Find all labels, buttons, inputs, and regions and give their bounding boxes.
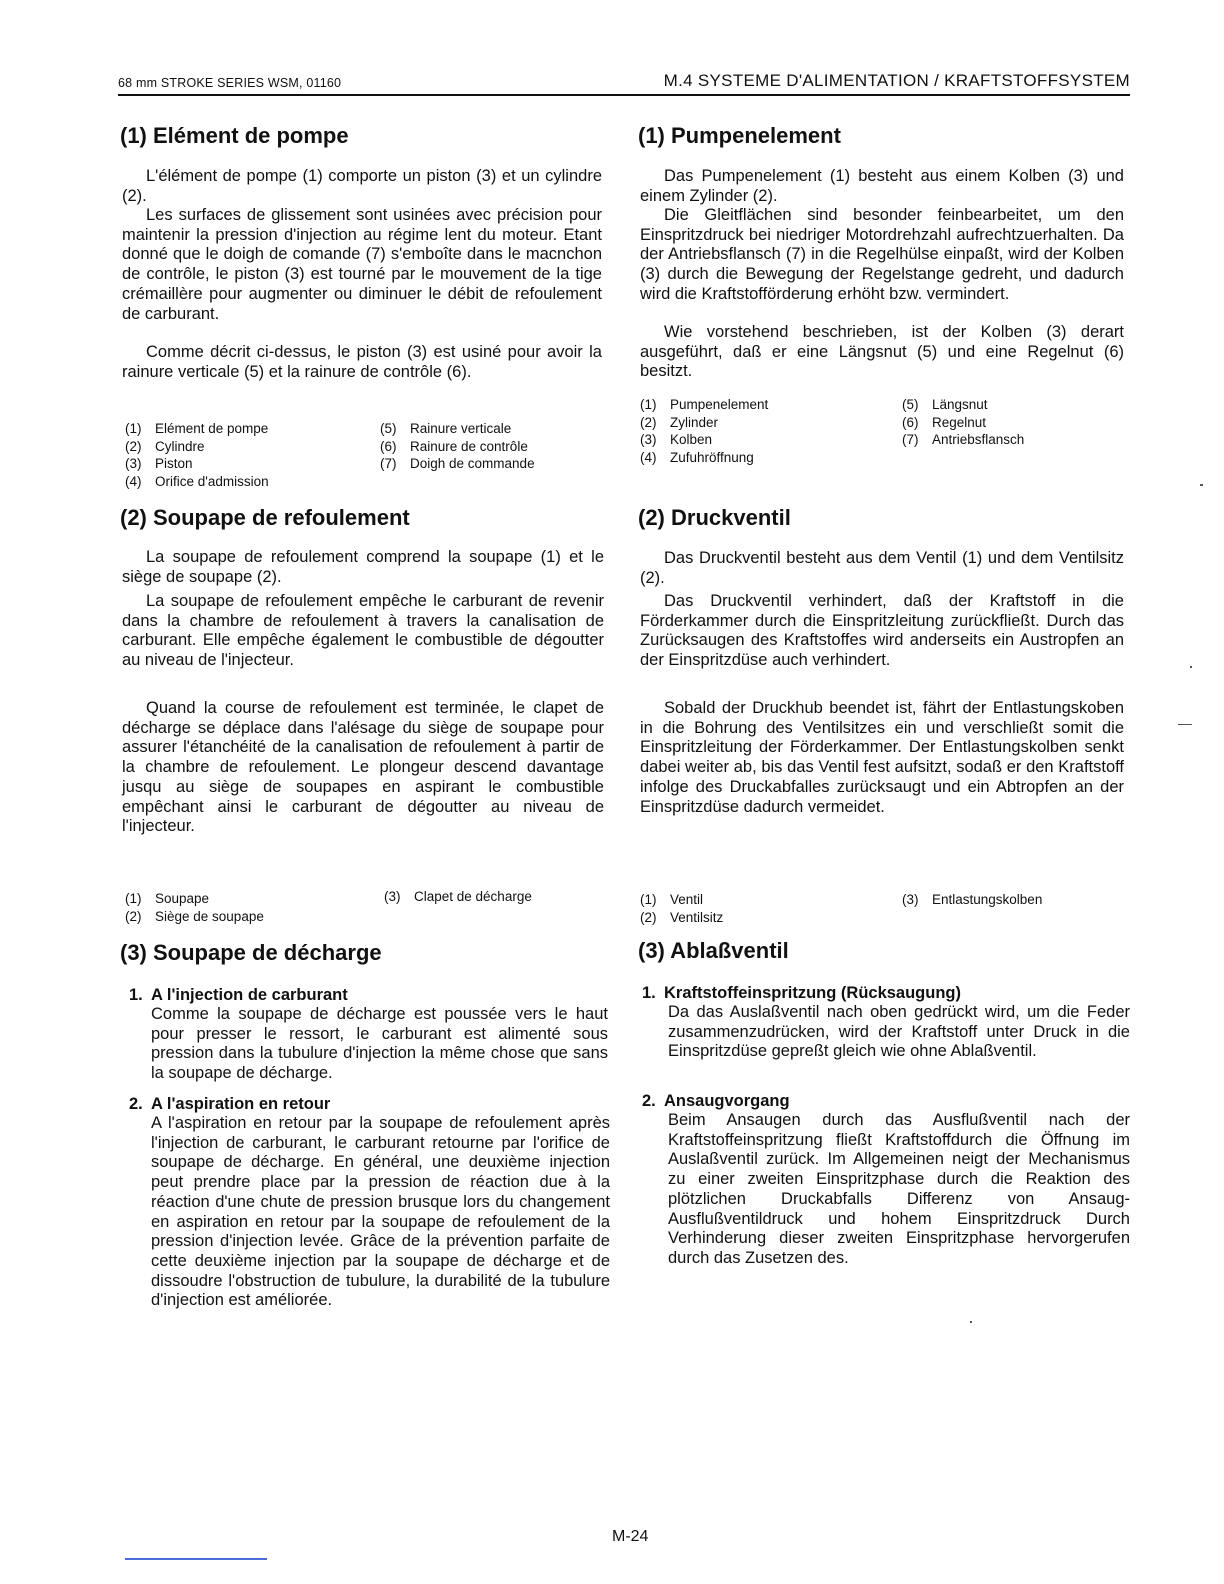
paragraph: Das Druckventil besteht aus dem Ventil (1) und dem Ventilsitz (2). (640, 549, 1124, 587)
legend-left (125, 420, 355, 490)
legend-item: (4) Orifice d'admission (125, 473, 269, 489)
legend-item: (2) Cylindre (125, 438, 205, 454)
paragraph: La soupape de refoulement comprend la soupape (1) et le siège de soupape (2). (122, 548, 604, 586)
legend-item: (3) Piston (125, 456, 193, 471)
paragraph: Sobald der Druckhub beendet ist, fährt der Entlastungskoben in die Bohrung des Ventilsitzes ein und verschließt somit die Einspritzleitung der Förderkammer. Der Entlastungskolben senkt dabei weiter ab, bis das Ventil fest aufsitzt, sodaß er den Kraftstoff infolge des Druckabfalles zurücksaugt und ein Abtropfen an der Einspritzdüse dadurch vermeidet. (640, 699, 1124, 816)
legend-item: (2) Siège de soupape (125, 908, 264, 924)
page-header (118, 70, 1130, 96)
paragraph: Quand la course de refoulement est terminée, le clapet de décharge se déplace dans l'alésage du siège de soupape pour assurer l'étanchéité de la canalisation de refoulement à partir de la chambre de refoulement. Le plongeur descend davantage jusqu au siège de soupapes en aspirant le combustible empêchant ainsi le carburant de dégoutter au niveau de l'injecteur. (122, 699, 604, 836)
item-heading: 1. Kraftstoffeinspritzung (Rücksaugung) (642, 984, 961, 1002)
legend-item: (5) Rainure verticale (380, 421, 512, 436)
margin-mark (1178, 724, 1192, 725)
heading-druckventil: (2) Druckventil (638, 505, 791, 530)
item-heading: 2. A l'aspiration en retour (129, 1095, 331, 1113)
footer-line (125, 1558, 267, 1560)
paragraph: Wie vorstehend beschrieben, ist der Kolben (3) derart ausgeführt, daß er eine Längsnut (5) und eine Regelnut (6) besitzt. (640, 323, 1124, 381)
heading-ablassventil: (3) Ablaßventil (638, 938, 789, 963)
legend-left (640, 396, 880, 466)
heading-pumpenelement: (1) Pumpenelement (638, 123, 841, 148)
margin-mark (970, 1321, 972, 1323)
item-heading: 2. Ansaugvorgang (642, 1092, 790, 1110)
legend-item: (2) Ventilsitz (640, 909, 724, 925)
paragraph: L'élément de pompe (1) comporte un piston (3) et un cylindre (2). (122, 167, 602, 205)
item-paragraph: Beim Ansaugen durch das Ausflußventil nach der Kraftstoffeinspritzung fließt Kraftstoffdurch die Öffnung im Auslaßventil zurück. Im Allgemeinen neigt der Mechanismus zu einer zweiten Einspritzphase durch die Reaktion des plötzlichen Druckabfalls Differenz von Ansaug-Ausflußventildruck und hohem Einspritzdruck Durch Verhinderung dieser zweiten Einspritzphase hervorgerufen durch das Zusetzen des. (668, 1111, 1130, 1267)
paragraph: Das Druckventil verhindert, daß der Kraftstoff in die Förderkammer durch die Einspritzleitung zurückfließt. Durch das Zurücksaugen des Kraftstoffes wird anderseits ein Austropfen an der Einspritzdüse auch verhindert. (640, 592, 1124, 670)
margin-mark (1200, 484, 1203, 486)
legend-item: (7) Doigh de commande (380, 456, 535, 471)
legend-item: (1) Elément de pompe (125, 421, 269, 436)
legend-right (384, 888, 604, 906)
item-heading: 1. A l'injection de carburant (129, 986, 348, 1004)
legend-item: (2) Zylinder (640, 414, 719, 430)
legend-left (640, 891, 880, 926)
legend-right (902, 891, 1122, 909)
legend-left (125, 890, 355, 925)
manual-id: 68 mm STROKE SERIES WSM, 01160 (118, 76, 342, 90)
margin-mark (1190, 666, 1192, 668)
legend-item: (1) Soupape (125, 891, 210, 906)
legend-item: (3) Kolben (640, 432, 713, 447)
legend-item: (1) Pumpenelement (640, 397, 769, 412)
paragraph: Comme décrit ci-dessus, le piston (3) est usiné pour avoir la rainure verticale (5) et la rainure de contrôle (6). (122, 343, 602, 381)
item-paragraph: Da das Auslaßventil nach oben gedrückt wird, um die Feder zusammenzudrücken, wird der Kraftstoff unter Druck in die Einspritzdüse gepreßt gleich wie ohne Ablaßventil. (668, 1003, 1130, 1061)
legend-item: (5) Längsnut (902, 397, 988, 412)
legend-right (380, 420, 600, 473)
heading-element-de-pompe: (1) Elément de pompe (120, 123, 349, 148)
heading-soupape-de-refoulement: (2) Soupape de refoulement (120, 505, 410, 530)
heading-soupape-de-decharge: (3) Soupape de décharge (120, 940, 382, 965)
item-paragraph: Comme la soupape de décharge est poussée vers le haut pour presser le ressort, le carburant est alimenté sous pression dans la tubulure d'injection la même chose que sans la soupape de décharge. (151, 1005, 608, 1083)
section-title: M.4 SYSTEME D'ALIMENTATION / KRAFTSTOFFSYSTEM (663, 71, 1130, 90)
legend-item: (3) Clapet de décharge (384, 889, 532, 904)
legend-right (902, 396, 1122, 449)
paragraph: La soupape de refoulement empêche le carburant de revenir dans la chambre de refoulement à travers la canalisation de carburant. Elle empêche également le combustible de dégoutter au niveau de l'injecteur. (122, 592, 604, 670)
legend-item: (6) Rainure de contrôle (380, 438, 528, 454)
paragraph: Die Gleitflächen sind besonder feinbearbeitet, um den Einspritzdruck bei niedriger Motordrehzahl aufrechtzuerhalten. Da der Antriebsflansch (7) in die Regelhülse einpaßt, wird der Kolben (3) durch die Bewegung der Regelstange gedreht, und dadurch wird die Kraftstofförderung erhöht bzw. vermindert. (640, 206, 1124, 303)
paragraph: Das Pumpenelement (1) besteht aus einem Kolben (3) und einem Zylinder (2). (640, 167, 1124, 205)
legend-item: (7) Antriebsflansch (902, 432, 1025, 447)
page-number: M-24 (612, 1528, 649, 1545)
legend-item: (3) Entlastungskolben (902, 892, 1043, 907)
legend-item: (1) Ventil (640, 892, 704, 907)
paragraph: Les surfaces de glissement sont usinées avec précision pour maintenir la pression d'injection au régime lent du moteur. Etant donné que le doigh de comande (7) s'emboîte dans le macnchon de contrôle, le piston (3) est tourné par le mouvement de la tige crémaillère pour augmenter ou diminuer le débit de refoulement de carburant. (122, 206, 602, 323)
item-paragraph: A l'aspiration en retour par la soupape de refoulement après l'injection de carburant, le carburant retourne par l'orifice de soupape de décharge. En général, une deuxième injection peut prendre place par la pression de réaction due à la réaction d'une chute de pression brusque lors du changement en aspiration en retour par la soupape de refoulement de la pression d'injection levée. Grâce de la prévention parfaite de cette deuxième injection par la soupape de décharge et de dissoudre l'obstruction de tubulure, la durabilité de la tubulure d'injection est améliorée. (151, 1114, 610, 1310)
legend-item: (4) Zufuhröffnung (640, 449, 754, 465)
legend-item: (6) Regelnut (902, 414, 987, 430)
